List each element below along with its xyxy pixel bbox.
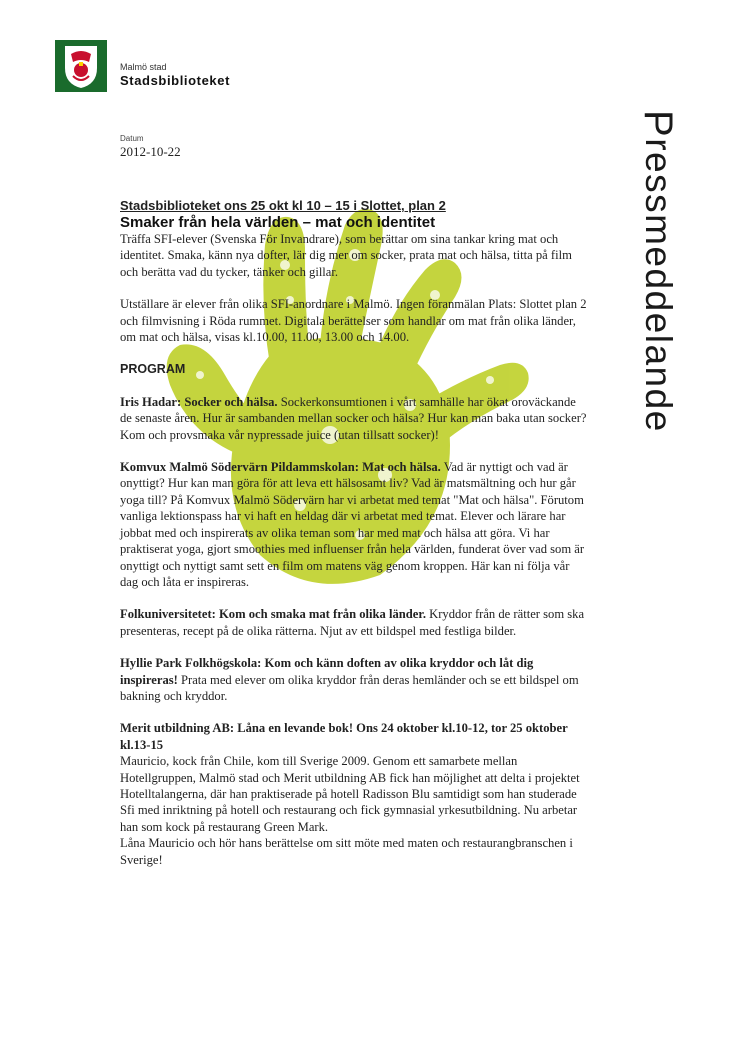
side-title-rest: ressmeddelande: [638, 138, 679, 433]
program-item-lead: Iris Hadar: Socker och hälsa.: [120, 394, 278, 409]
headline-main: Smaker från hela världen – mat och identitet: [120, 214, 436, 231]
headline-date: Stadsbiblioteket ons 25 okt kl 10 – 15 i Slottet, plan 2: [120, 198, 446, 213]
merit-heading: [120, 720, 590, 753]
program-item-text: Kryddor från de rätter som ska presenteras, recept på de olika rätterna. Njut av ett bildspel med festliga bilder.: [120, 607, 585, 638]
library-name: Stadsbiblioteket: [120, 73, 231, 88]
program-item-text: Prata med elever om olika kryddor från deras hemländer och se ett bildspel om bakning och kryddor.: [120, 672, 579, 703]
program-item: [120, 394, 590, 443]
program-item-text: Vad är nyttigt och vad är onyttigt? Hur kan man göra för att leva ett hälsosamt liv? Vad är matsmältning och hur går yoga till? På Komvux Malmö Södervärn har vi arbetat med temat "Mat och hälsa". Förutom vanliga lektionspass har vi haft en heldag där vi arbetat med temat. Elever och lärare har jobbat med och inspirerats av olika teman som har med mat och hälsa att göra. Vi har praktiserat yoga, gjort smoothies med influenser från hela världen, funderat över vad som är onyttigt och nyttigt samt sett en film om matens väg genom kroppen. Här kan ni följa vår dag och låta er inspireras.: [120, 460, 585, 589]
malmo-logo: [55, 40, 107, 92]
merit-closing: Låna Mauricio och hör hans berättelse om sitt möte med maten och restaurangbranschen i Sverige!: [120, 836, 573, 867]
program-item-text: Sockerkonsumtionen i vårt samhälle har ökat oroväckande de senaste åren. Hur är sambanden mellan socker och hälsa? Hur kan man baka utan socker? Kom och provsmaka vår nypressade juice (utan tillsatt socker)!: [120, 394, 587, 442]
side-title-cap: P: [636, 110, 680, 139]
program-item-lead: Folkuniversitetet: Kom och smaka mat från olika länder.: [120, 607, 426, 622]
program-item-lead: Komvux Malmö Södervärn Pildammskolan: Mat och hälsa.: [120, 460, 441, 475]
program-heading: PROGRAM: [120, 362, 186, 377]
press-release-body: [120, 198, 590, 884]
program-item-lead: Hyllie Park Folkhögskola: Kom och känn doften av olika kryddor och låt dig inspireras!: [120, 656, 534, 687]
merit-paragraph: Mauricio, kock från Chile, kom till Sverige 2009. Genom ett samarbete mellan Hotellgruppen, Malmö stad och Merit utbildning AB fick han möjlighet att delta i projektet Hotelltalangerna, där han praktiserade på hotell Radisson Blu samtidigt som han studerade Sfi med inriktning på hotell och restaurang och fick gymnasial yrkesutbildning. Nu arbetar han som kock på restaurang Green Mark.: [120, 754, 580, 834]
city-name: Malmö stad: [120, 62, 167, 72]
pressmeddelande-vertical-title: [638, 110, 678, 433]
program-item: [120, 459, 590, 590]
program-item: [120, 606, 590, 639]
intro-paragraph: Träffa SFI-elever (Svenska För Invandrare), som berättar om sina tankar kring mat och identitet. Smaka, känn nya dofter, lär dig mer om socker, prata mat och hälsa, titta på film och berätta vad du tycker, tänker och gillar.: [120, 232, 572, 279]
merit-lead: Merit utbildning AB: Låna en levande bok! Ons 24 oktober kl.10-12, tor 25 oktober kl.13-15: [120, 721, 568, 752]
organization-block: [120, 62, 230, 88]
date-value: 2012-10-22: [120, 144, 181, 159]
date-label: Datum: [120, 134, 144, 143]
program-item: [120, 655, 590, 704]
exhibitors-paragraph: Utställare är elever från olika SFI-anordnare i Malmö. Ingen föranmälan Plats: Slottet plan 2 och filmvisning i Röda rummet. Digitala berättelser som handlar om mat från olika länder, om mat och hälsa, visas kl.10.00, 11.00, 13.00 och 14.00.: [120, 297, 587, 345]
